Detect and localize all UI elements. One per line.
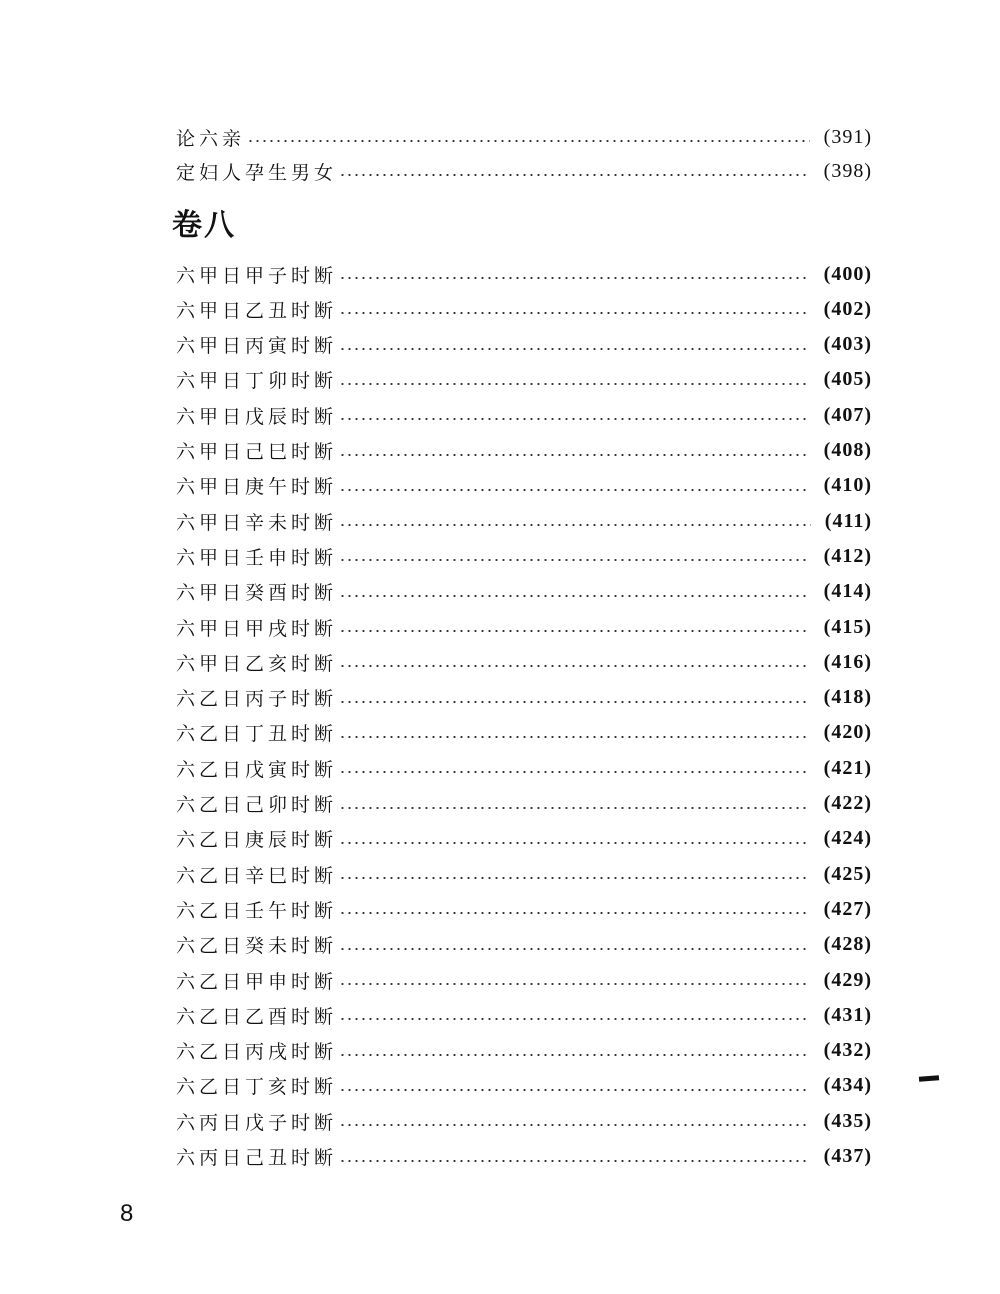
- dot-leader: [339, 489, 810, 491]
- entry-title: 六甲日庚午时断: [176, 476, 338, 499]
- entry-page: (431): [823, 1003, 872, 1026]
- toc-entry: [176, 541, 872, 571]
- dot-leader: [339, 807, 810, 809]
- entry-page: (402): [823, 297, 872, 320]
- toc-prev-entry: [176, 156, 872, 186]
- entry-page: (422): [823, 792, 872, 814]
- entry-page: (434): [823, 1074, 872, 1097]
- entry-title: 六乙日丙子时断: [176, 688, 338, 711]
- entry-title: 六乙日乙酉时断: [176, 1005, 338, 1028]
- toc-prev-entry: [176, 122, 872, 152]
- dot-leader: [339, 912, 810, 914]
- toc-entry: [176, 471, 872, 501]
- entry-page: (421): [823, 756, 872, 779]
- entry-title: 六甲日己巳时断: [176, 441, 338, 463]
- dot-leader: [339, 630, 810, 632]
- entry-page: (418): [823, 686, 872, 709]
- toc-entry: [176, 1071, 872, 1101]
- entry-page: (407): [823, 403, 872, 426]
- page-number: 8: [120, 1200, 134, 1227]
- toc-entry: [176, 824, 872, 854]
- entry-page: (420): [823, 721, 872, 744]
- entry-title: 六乙日壬午时断: [176, 899, 338, 922]
- toc-entry: [176, 1106, 872, 1136]
- entry-title: 六乙日戊寅时断: [176, 758, 338, 781]
- toc-entry: [176, 577, 872, 607]
- scan-mark: [919, 1075, 939, 1081]
- entry-title: 六甲日癸酉时断: [176, 582, 338, 605]
- toc-entry: [176, 365, 872, 395]
- entry-title: 六甲日壬申时断: [176, 546, 338, 569]
- entry-title: 六甲日甲戌时断: [176, 617, 338, 640]
- entry-title: 六乙日辛巳时断: [176, 864, 338, 887]
- section-heading: 卷八: [172, 208, 236, 243]
- toc-entry: [176, 612, 872, 642]
- toc-entry: [176, 753, 872, 783]
- entry-page: (408): [823, 439, 872, 461]
- entry-title: 六甲日辛未时断: [176, 511, 338, 534]
- entry-page: (428): [823, 933, 872, 956]
- toc-entry: [176, 436, 872, 466]
- toc-entry: [176, 930, 872, 960]
- dot-leader: [339, 948, 810, 950]
- dot-leader: [339, 418, 810, 420]
- dot-leader: [339, 1018, 810, 1020]
- entry-title: 六乙日癸未时断: [176, 935, 338, 958]
- dot-leader: [339, 559, 810, 561]
- entry-title: 六甲日乙亥时断: [176, 652, 338, 675]
- entry-page: (424): [823, 827, 872, 850]
- entry-title: 六乙日甲申时断: [176, 970, 338, 993]
- entry-page: (429): [823, 968, 872, 991]
- entry-page: (400): [823, 262, 872, 285]
- toc-entry: [176, 647, 872, 677]
- entry-page: (405): [823, 368, 872, 391]
- entry-page: (411): [824, 509, 872, 532]
- dot-leader: [339, 1160, 810, 1162]
- dot-leader: [339, 383, 810, 385]
- toc-entry: [176, 506, 872, 536]
- entry-page: (415): [823, 615, 872, 638]
- entry-title: 论六亲: [176, 127, 246, 150]
- dot-leader: [339, 524, 811, 526]
- entry-title: 六甲日乙丑时断: [176, 299, 338, 322]
- dot-leader: [339, 771, 810, 773]
- toc-entry: [176, 1036, 872, 1066]
- entry-title: 六甲日甲子时断: [176, 264, 338, 287]
- dot-leader: [339, 595, 810, 597]
- entry-title: 六丙日戊子时断: [176, 1111, 338, 1134]
- entry-title: 六乙日庚辰时断: [176, 829, 338, 852]
- dot-leader: [339, 842, 810, 844]
- dot-leader: [339, 701, 810, 703]
- entry-title: 六乙日丁亥时断: [176, 1076, 338, 1099]
- toc-entry: [176, 859, 872, 889]
- dot-leader: [339, 1054, 810, 1056]
- dot-leader: [339, 1124, 810, 1126]
- entry-page: (425): [823, 862, 872, 885]
- entry-page: (435): [823, 1109, 872, 1132]
- entry-title: 六甲日丁卯时断: [176, 370, 338, 393]
- entry-page: (432): [823, 1039, 872, 1062]
- entry-title: 六甲日戊辰时断: [176, 405, 338, 428]
- entry-title: 六丙日己丑时断: [176, 1147, 338, 1169]
- entry-page: (412): [823, 544, 872, 567]
- entry-page: (403): [823, 333, 872, 356]
- entry-title: 定妇人孕生男女: [176, 161, 338, 184]
- entry-page: (414): [823, 580, 872, 603]
- dot-leader: [339, 736, 810, 738]
- entry-page: (437): [823, 1145, 872, 1167]
- toc-entry: [176, 894, 872, 924]
- dot-leader: [339, 312, 810, 314]
- entry-title: 六乙日丁丑时断: [176, 723, 338, 746]
- entry-page: (391): [823, 125, 872, 148]
- entry-title: 六乙日丙戌时断: [176, 1041, 338, 1064]
- dot-leader: [339, 877, 810, 879]
- entry-title: 六甲日丙寅时断: [176, 335, 338, 358]
- toc-entry: [176, 1000, 872, 1030]
- dot-leader: [339, 174, 810, 176]
- toc-entry: [176, 965, 872, 995]
- dot-leader: [247, 140, 810, 142]
- dot-leader: [339, 277, 810, 279]
- toc-entry: [176, 330, 872, 360]
- toc-entry: [176, 683, 872, 713]
- dot-leader: [339, 665, 810, 667]
- entry-page: (398): [823, 159, 872, 182]
- toc-entry: [176, 294, 872, 324]
- dot-leader: [339, 348, 810, 350]
- entry-page: (416): [823, 650, 872, 673]
- dot-leader: [339, 983, 810, 985]
- toc-entry: [176, 400, 872, 430]
- dot-leader: [339, 454, 810, 456]
- toc-entry: [176, 1142, 872, 1172]
- toc-entry: [176, 259, 872, 289]
- dot-leader: [339, 1089, 810, 1091]
- entry-page: (410): [823, 474, 872, 497]
- toc-entry: [176, 718, 872, 748]
- toc-entry: [176, 789, 872, 819]
- entry-page: (427): [823, 897, 872, 920]
- entry-title: 六乙日己卯时断: [176, 794, 338, 816]
